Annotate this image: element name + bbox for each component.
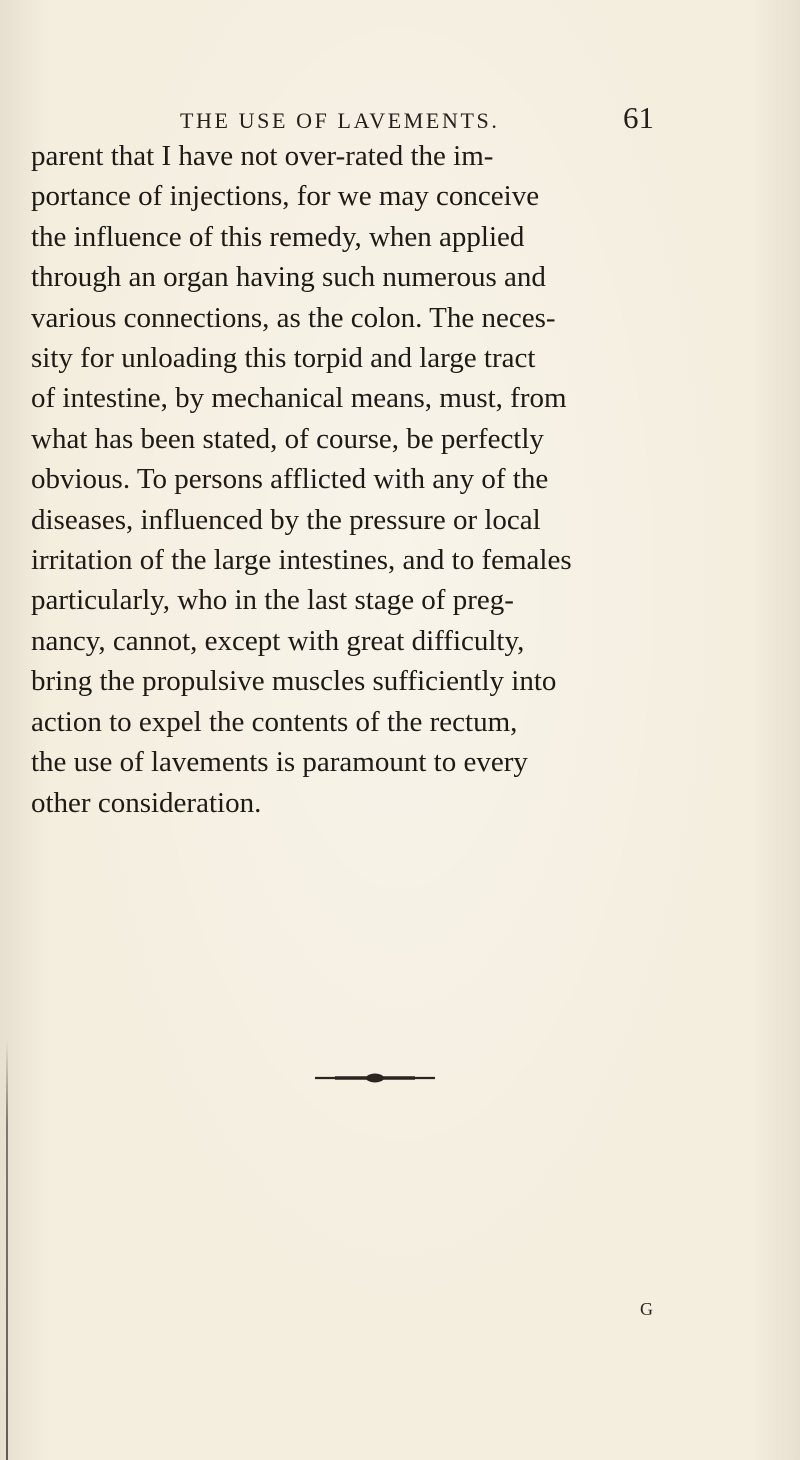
text-line: irritation of the large intestines, and to females (31, 544, 572, 577)
text-line: bring the propulsive muscles sufficiently into (31, 665, 557, 698)
text-line: of intestine, by mechanical means, must, from (31, 382, 567, 415)
binding-shadow (6, 1040, 8, 1460)
text-line: action to expel the contents of the rectum, (31, 705, 518, 738)
text-line: parent that I have not over-rated the im- (31, 140, 494, 172)
text-line: sity for unloading this torpid and large tract (31, 342, 536, 375)
text-line: what has been stated, of course, be perfectly (31, 422, 544, 455)
section-end-rule-icon (315, 1071, 435, 1085)
signature-mark: G (640, 1299, 653, 1319)
text-line: obvious. To persons afflicted with any of the (31, 463, 549, 496)
running-title: THE USE OF LAVEMENTS. (180, 108, 500, 133)
text-line: the influence of this remedy, when applied (31, 220, 525, 253)
body-paragraph (31, 136, 751, 823)
page-number: 61 (623, 100, 654, 135)
text-line: diseases, influenced by the pressure or local (31, 503, 541, 536)
text-line: through an organ having such numerous and (31, 261, 546, 294)
text-line: nancy, cannot, except with great difficulty, (31, 624, 525, 657)
text-line: particularly, who in the last stage of preg- (31, 584, 514, 617)
text-line: portance of injections, for we may conceive (31, 180, 540, 213)
text-line: the use of lavements is paramount to every (31, 746, 528, 779)
text-line: various connections, as the colon. The neces- (31, 301, 556, 334)
text-line: other consideration. (31, 786, 262, 819)
